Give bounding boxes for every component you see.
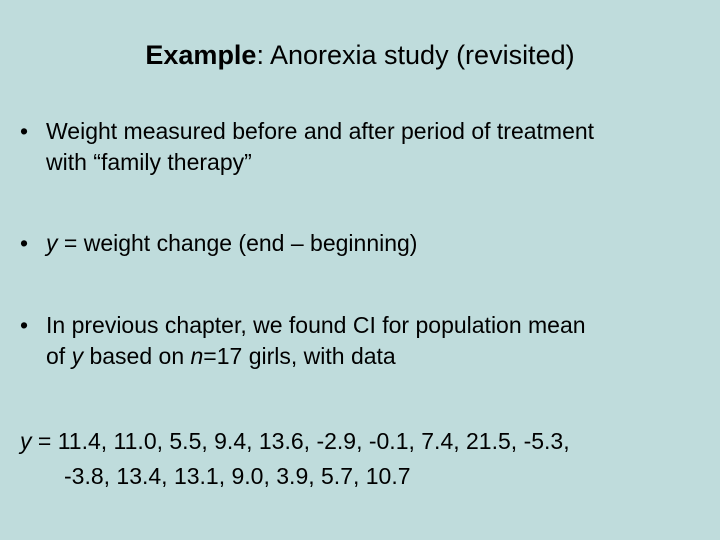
- title-lead: Example: [145, 40, 257, 70]
- variable-y: y: [71, 343, 84, 369]
- bullet3-line1: In previous chapter, we found CI for population mean: [46, 312, 586, 338]
- data-line2: -3.8, 13.4, 13.1, 9.0, 3.9, 5.7, 10.7: [64, 463, 411, 489]
- variable-y: y: [20, 428, 32, 454]
- bullet-dot: •: [20, 312, 29, 338]
- bullet-text: [46, 116, 720, 178]
- data-values: [20, 424, 720, 494]
- bullet1-line2: with “family therapy”: [46, 149, 252, 175]
- bullet-text: [46, 228, 720, 259]
- slide-title: [0, 38, 720, 72]
- bullet-text: [46, 310, 720, 372]
- variable-n: n: [190, 343, 204, 369]
- bullet-dot: •: [20, 230, 29, 256]
- bullet-dot: •: [20, 118, 29, 144]
- bullet3-line2-post: =17 girls, with data: [203, 343, 396, 369]
- data-line1: [20, 424, 720, 459]
- title-rest: : Anorexia study (revisited): [256, 40, 575, 70]
- bullet2-rest: = weight change (end – beginning): [57, 230, 418, 256]
- bullet1-line1: Weight measured before and after period of treatment: [46, 118, 595, 144]
- variable-y: y: [46, 230, 58, 256]
- bullet3-line2-mid: based on: [83, 343, 191, 369]
- bullet3-line2-pre: of: [46, 343, 72, 369]
- data-line1-values: = 11.4, 11.0, 5.5, 9.4, 13.6, -2.9, -0.1, 7.4, 21.5, -5.3,: [31, 428, 570, 454]
